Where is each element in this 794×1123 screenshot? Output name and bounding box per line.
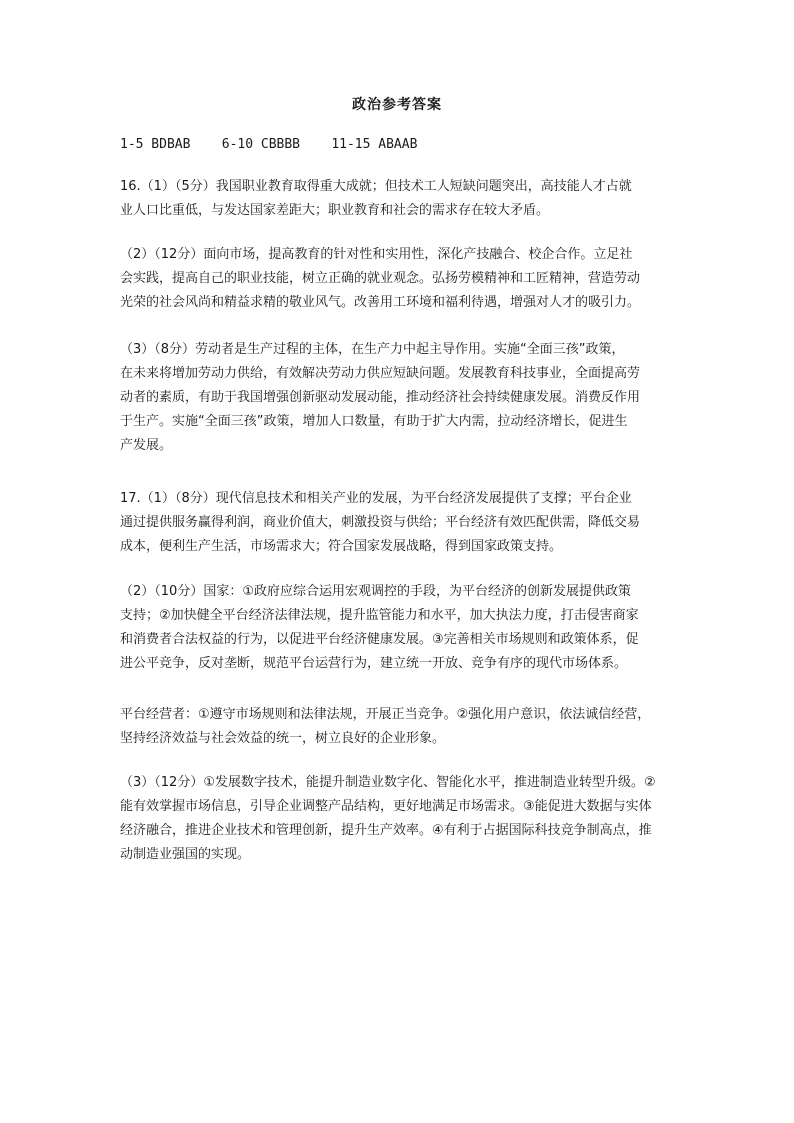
answer-17-2 <box>120 580 690 676</box>
text-line: （3）（8分）劳动者是生产过程的主体，在生产力中起主导作用。实施“全面三孩”政策， <box>120 342 625 357</box>
text-line: 于生产。实施“全面三孩”政策，增加人口数量，有助于扩大内需，拉动经济增长，促进生 <box>120 414 628 429</box>
answer-16-2 <box>120 243 690 315</box>
text-line: 支持；②加快健全平台经济法律法规，提升监管能力和水平，加大执法力度，打击侵害商家 <box>120 608 639 623</box>
answer-17-3 <box>120 771 690 867</box>
answer-17-1 <box>120 487 690 559</box>
answer-17-2-operators <box>120 703 690 751</box>
text-line: 业人口比重低，与发达国家差距大；职业教育和社会的需求存在较大矛盾。 <box>120 203 550 218</box>
text-line: （2）（10分）国家：①政府应综合运用宏观调控的手段，为平台经济的创新发展提供政策 <box>120 584 631 599</box>
text-line: 进公平竞争，反对垄断，规范平台运营行为，建立统一开放、竞争有序的现代市场体系。 <box>120 656 628 671</box>
text-line: 光荣的社会风尚和精益求精的敬业风气。改善用工环境和福利待遇，增强对人才的吸引力。 <box>120 295 641 310</box>
text-line: 动制造业强国的实现。 <box>120 847 251 862</box>
text-line: 坚持经济效益与社会效益的统一，树立良好的企业形象。 <box>120 731 446 746</box>
text-line: 和消费者合法权益的行为，以促进平台经济健康发展。③完善相关市场规则和政策体系，促 <box>120 632 639 647</box>
answer-16-3 <box>120 338 690 458</box>
text-line: 16.（1）（5分）我国职业教育取得重大成就；但技术工人短缺问题突出，高技能人才占就 <box>120 179 632 194</box>
text-line: 通过提供服务赢得利润，商业价值大，刺激投资与供给；平台经济有效匹配供需，降低交易 <box>120 515 641 530</box>
page-title: 政治参考答案 <box>352 97 442 113</box>
text-line: （2）（12分）面向市场，提高教育的针对性和实用性，深化产技融合、校企合作。立足社 <box>120 247 633 262</box>
text-line: 能有效掌握市场信息，引导企业调整产品结构，更好地满足市场需求。③能促进大数据与实体 <box>120 799 652 814</box>
text-line: 17.（1）（8分）现代信息技术和相关产业的发展，为平台经济发展提供了支撑；平台企业 <box>120 491 632 506</box>
text-line: 成本，便利生产生活，市场需求大；符合国家发展战略，得到国家政策支持。 <box>120 539 563 554</box>
text-line: 产发展。 <box>120 438 173 453</box>
text-line: 在未来将增加劳动力供给，有效解决劳动力供应短缺问题。发展教育科技事业，全面提高劳 <box>120 366 641 381</box>
text-line: 经济融合，推进企业技术和管理创新，提升生产效率。④有利于占据国际科技竞争制高点，推 <box>120 823 652 838</box>
answer-16-1 <box>120 175 690 223</box>
text-line: 会实践，提高自己的职业技能，树立正确的就业观念。弘扬劳模精神和工匠精神，营造劳动 <box>120 271 641 286</box>
text-line: 动者的素质，有助于我国增强创新驱动发展动能，推动经济社会持续健康发展。消费反作用 <box>120 390 641 405</box>
multiple-choice-answers: 1-5 BDBAB 6-10 CBBBB 11-15 ABAAB <box>120 137 418 152</box>
text-line: （3）（12分）①发展数字技术，能提升制造业数字化、智能化水平，推进制造业转型升级。② <box>120 775 656 790</box>
text-line: 平台经营者：①遵守市场规则和法律法规，开展正当竞争。②强化用户意识，依法诚信经营， <box>120 707 651 722</box>
